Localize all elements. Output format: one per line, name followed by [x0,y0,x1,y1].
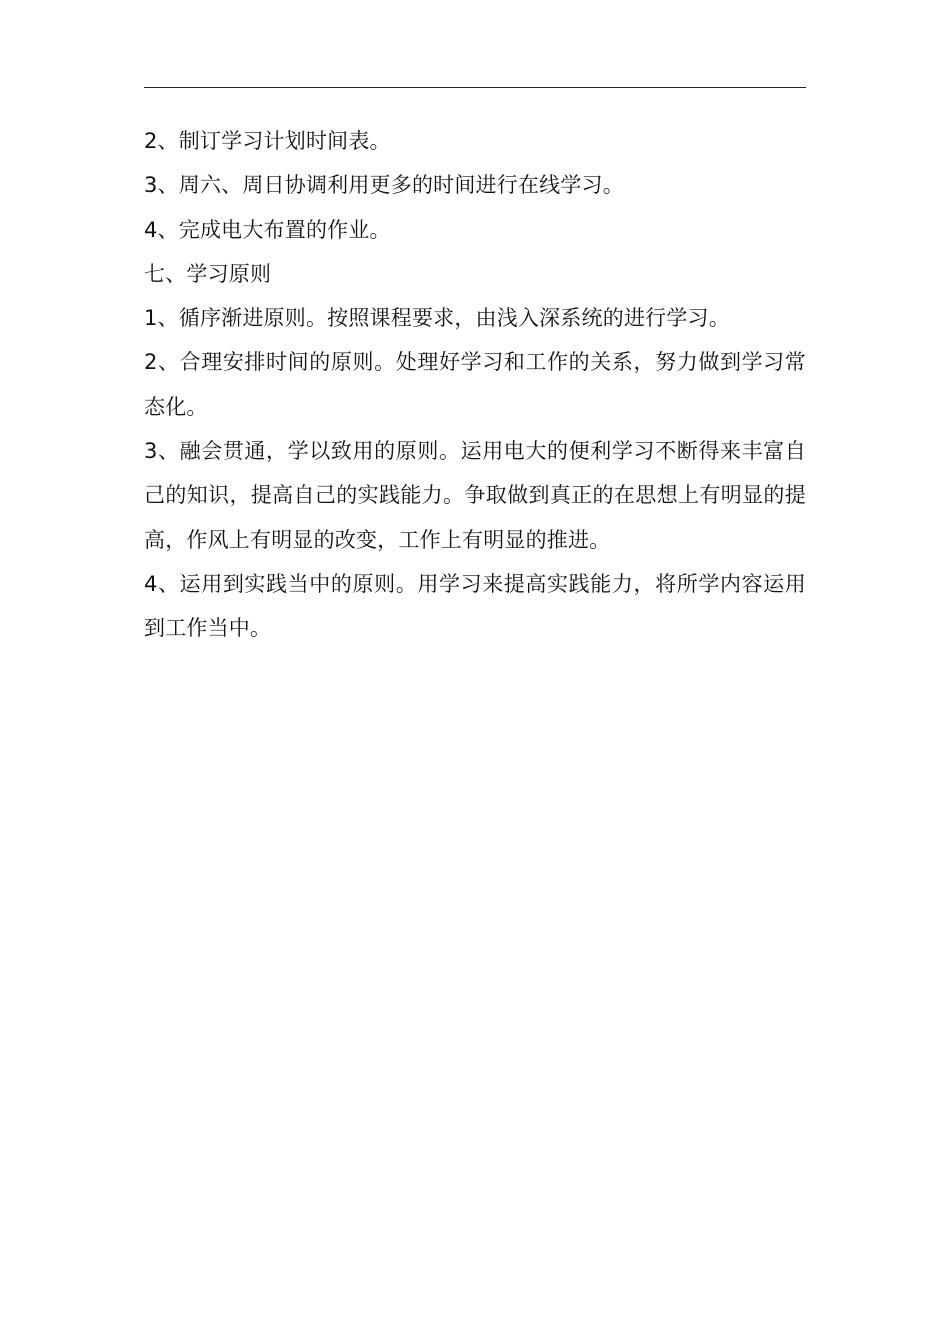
paragraph-principle-4: 4、运用到实践当中的原则。用学习来提高实践能力，将所学内容运用到工作当中。 [144,571,806,641]
paragraph-principle-2: 2、合理安排时间的原则。处理好学习和工作的关系，努力做到学习常态化。 [144,350,806,419]
header-rule [144,87,806,88]
section-heading-principles: 七、学习原则 [144,261,272,286]
paragraph-weekend-study: 3、周六、周日协调利用更多的时间进行在线学习。 [144,173,624,198]
paragraph-principle-3: 3、融会贯通，学以致用的原则。运用电大的便利学习不断得来丰富自己的知识，提高自己的实践能力。争取做到真正的在思想上有明显的提高，作风上有明显的改变，工作上有明显的推进。 [144,439,806,552]
paragraph-schedule: 2、制订学习计划时间表。 [144,129,391,153]
document-body [144,119,806,651]
paragraph-homework: 4、完成电大布置的作业。 [144,217,391,242]
paragraph-principle-1: 1、循序渐进原则。按照课程要求，由浅入深系统的进行学习。 [144,306,730,331]
